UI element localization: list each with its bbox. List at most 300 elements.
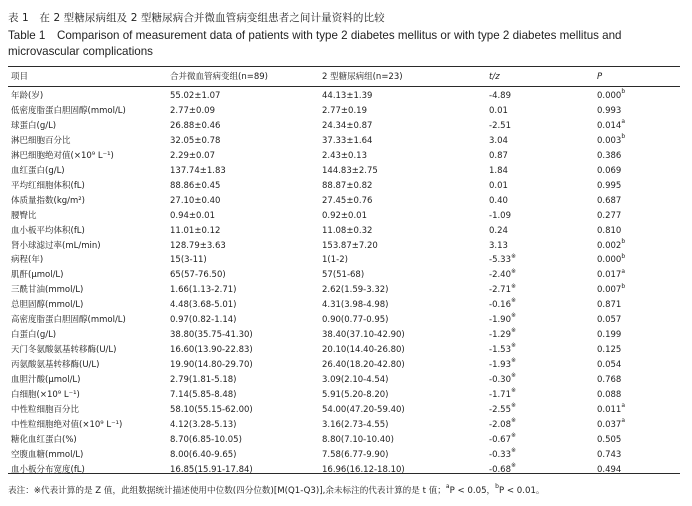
cell-group2	[322, 209, 367, 225]
cell-group1-value: 2.79(1.81-5.18)	[170, 375, 237, 386]
footnote-text-3: P < 0.01。	[498, 486, 545, 496]
cell-p-value: 0.037	[597, 419, 622, 430]
cell-group1	[170, 224, 220, 240]
cell-stat-superscript: ※	[511, 432, 517, 440]
cell-p-superscript: b	[621, 237, 626, 245]
cell-stat	[489, 239, 508, 255]
cell-group1	[170, 104, 215, 120]
cell-group1-value: 4.48(3.68-5.01)	[170, 300, 237, 311]
cell-stat	[489, 209, 511, 225]
cell-p-superscript: b	[621, 133, 626, 141]
cell-group1	[170, 328, 253, 344]
cell-p	[597, 253, 625, 269]
cell-group2	[322, 119, 372, 135]
cell-p	[597, 164, 621, 180]
cell-group2	[322, 164, 378, 180]
cell-group1	[170, 358, 253, 374]
cell-group2-value: 20.10(14.40-26.80)	[322, 345, 405, 356]
table-header	[0, 70, 692, 86]
cell-group1	[170, 134, 220, 150]
cell-p-value: 0.002	[597, 240, 622, 251]
cell-group2-value: 5.91(5.20-8.20)	[322, 390, 389, 400]
cell-group2	[322, 433, 394, 449]
cell-item	[11, 388, 80, 404]
cell-stat-superscript: ※	[511, 327, 517, 335]
cell-group1-value: 2.77±0.09	[170, 105, 215, 116]
cell-p-superscript: a	[621, 267, 626, 275]
cell-item	[11, 418, 122, 434]
cell-stat-value: -1.09	[489, 210, 511, 221]
cell-group1	[170, 313, 236, 329]
cell-item-value: 肌酐(μmol/L)	[11, 270, 64, 281]
cell-stat-superscript: ※	[511, 461, 517, 469]
cell-group1-value: 16.60(13.90-22.83)	[170, 345, 253, 356]
cell-item-value: 血胆汁酸(μmol/L)	[11, 375, 81, 386]
cell-p-superscript: b	[621, 282, 626, 290]
cell-item-value: 腰臀比	[11, 210, 37, 221]
cell-group2	[322, 149, 367, 165]
cell-item	[11, 463, 85, 479]
header-item: 项目	[11, 72, 29, 82]
cell-group1-value: 16.85(15.91-17.84)	[170, 464, 253, 475]
cell-item-value: 血红蛋白(g/L)	[11, 165, 65, 176]
table-row	[0, 164, 692, 180]
header-group1: 合并微血管病变组(n=89)	[170, 72, 268, 82]
cell-group1-value: 32.05±0.78	[170, 135, 221, 146]
cell-p	[597, 343, 621, 359]
cell-group2-value: 0.90(0.77-0.95)	[322, 315, 389, 326]
cell-item	[11, 134, 71, 150]
cell-group1-value: 65(57-76.50)	[170, 270, 226, 281]
cell-group2	[322, 343, 405, 359]
cell-group1	[170, 403, 253, 419]
cell-group2	[322, 283, 388, 299]
cell-group1-value: 128.79±3.63	[170, 240, 226, 251]
cell-stat-superscript: ※	[511, 297, 517, 305]
cell-group2	[322, 463, 405, 479]
cell-p-value: 0.069	[597, 165, 622, 176]
table-row	[0, 209, 692, 225]
cell-group1	[170, 253, 207, 269]
table-row	[0, 358, 692, 374]
cell-stat-value: 0.87	[489, 150, 508, 161]
table-row	[0, 239, 692, 255]
cell-group2	[322, 328, 405, 344]
cell-group2	[322, 268, 364, 284]
cell-stat-value: -2.51	[489, 120, 511, 131]
cell-stat-value: -4.89	[489, 91, 511, 101]
cell-p	[597, 134, 625, 150]
cell-item-value: 病程(年)	[11, 255, 44, 266]
cell-stat-value: -1.29	[489, 330, 511, 341]
table-row	[0, 388, 692, 404]
cell-stat-value: 0.01	[489, 105, 508, 116]
cell-p-value: 0.057	[597, 315, 622, 326]
cell-group1-value: 2.29±0.07	[170, 150, 215, 161]
header-stat: t/z	[489, 72, 500, 82]
cell-item	[11, 373, 80, 389]
table-bottom-rule	[8, 473, 680, 474]
cell-item-value: 低密度脂蛋白胆固醇(mmol/L)	[11, 105, 126, 116]
cell-item	[11, 313, 126, 329]
cell-item	[11, 149, 114, 165]
cell-p-value: 0.199	[597, 330, 622, 341]
cell-group1	[170, 418, 236, 434]
cell-group2	[322, 253, 348, 269]
table-row	[0, 268, 692, 284]
cell-stat-superscript: ※	[511, 267, 517, 275]
cell-group1	[170, 194, 220, 210]
cell-p	[597, 239, 625, 255]
cell-item-value: 血小板平均体积(fL)	[11, 225, 85, 236]
cell-stat-value: -0.68	[489, 464, 511, 475]
cell-p-superscript: b	[621, 252, 626, 260]
cell-p-value: 0.743	[597, 449, 622, 460]
table-row	[0, 313, 692, 329]
cell-p	[597, 448, 621, 464]
cell-stat-value: -0.67	[489, 434, 511, 445]
cell-item	[11, 119, 56, 135]
cell-stat-value: -2.71	[489, 285, 511, 296]
cell-group2-value: 27.45±0.76	[322, 195, 373, 206]
cell-group1-value: 1.66(1.13-2.71)	[170, 285, 237, 296]
cell-stat-value: -5.33	[489, 255, 511, 266]
cell-p	[597, 104, 621, 120]
cell-group1	[170, 343, 253, 359]
table-row	[0, 463, 692, 479]
cell-group2	[322, 373, 388, 389]
cell-item	[11, 253, 43, 269]
cell-group1-value: 38.80(35.75-41.30)	[170, 330, 253, 341]
cell-stat	[489, 268, 516, 284]
cell-stat	[489, 194, 508, 210]
cell-p-superscript: a	[621, 417, 626, 425]
cell-group1	[170, 164, 226, 180]
cell-group2-value: 16.96(16.12-18.10)	[322, 464, 405, 475]
cell-p-value: 0.687	[597, 195, 622, 206]
cell-group2	[322, 134, 372, 150]
cell-stat-value: 3.13	[489, 240, 508, 251]
cell-item	[11, 343, 116, 359]
cell-stat-value: -2.08	[489, 419, 511, 430]
cell-group1-value: 137.74±1.83	[170, 165, 226, 176]
cell-item	[11, 89, 43, 105]
cell-p	[597, 149, 621, 165]
cell-group1-value: 88.86±0.45	[170, 180, 221, 191]
table-row	[0, 283, 692, 299]
cell-p	[597, 179, 621, 195]
cell-group1-value: 4.12(3.28-5.13)	[170, 419, 237, 430]
cell-item-value: 高密度脂蛋白胆固醇(mmol/L)	[11, 315, 126, 326]
cell-p-value: 0.088	[597, 390, 622, 400]
cell-group2-value: 44.13±1.39	[322, 91, 373, 101]
cell-item	[11, 179, 85, 195]
cell-group2-value: 24.34±0.87	[322, 120, 373, 131]
cell-p	[597, 463, 621, 479]
cell-item-value: 中性粒细胞绝对值(×10⁹ L⁻¹)	[11, 419, 123, 430]
cell-item	[11, 298, 83, 314]
table-row	[0, 343, 692, 359]
cell-group1-value: 15(3-11)	[170, 255, 207, 266]
cell-group2	[322, 358, 405, 374]
cell-p	[597, 433, 621, 449]
cell-p-value: 0.000	[597, 255, 622, 266]
cell-stat-value: -0.33	[489, 449, 511, 460]
cell-stat-value: -1.90	[489, 315, 511, 326]
cell-item	[11, 209, 37, 225]
cell-group2-value: 88.87±0.82	[322, 180, 373, 191]
cell-stat	[489, 179, 508, 195]
footnote-sup-b: b	[495, 483, 499, 491]
table-row	[0, 328, 692, 344]
cell-group2-value: 2.43±0.13	[322, 150, 367, 161]
table-row	[0, 418, 692, 434]
cell-group1	[170, 463, 253, 479]
cell-item-value: 球蛋白(g/L)	[11, 120, 57, 131]
cell-p-value: 0.000	[597, 91, 622, 101]
cell-item-value: 白蛋白(g/L)	[11, 330, 57, 341]
cell-item-value: 淋巴细胞百分比	[11, 135, 71, 146]
cell-stat-superscript: ※	[511, 357, 517, 365]
cell-group1	[170, 119, 220, 135]
table-row	[0, 224, 692, 240]
cell-group2-value: 54.00(47.20-59.40)	[322, 404, 405, 415]
cell-group2-value: 37.33±1.64	[322, 135, 373, 146]
cell-group2	[322, 104, 367, 120]
cell-group2	[322, 298, 388, 314]
cell-p-value: 0.505	[597, 434, 622, 445]
cell-p-value: 0.003	[597, 135, 622, 146]
table-title-en: Table 1 Comparison of measurement data of patients with type 2 diabetes mellitus or with type 2 diabetes mellitus and microvascular complications	[8, 29, 622, 58]
cell-stat-value: 0.40	[489, 195, 508, 206]
table-row	[0, 194, 692, 210]
cell-item-value: 总胆固醇(mmol/L)	[11, 300, 84, 311]
cell-group2-value: 38.40(37.10-42.90)	[322, 330, 405, 341]
cell-group2	[322, 448, 388, 464]
cell-group2-value: 8.80(7.10-10.40)	[322, 434, 394, 445]
cell-item-value: 空腹血糖(mmol/L)	[11, 449, 84, 460]
cell-stat-value: -0.16	[489, 300, 511, 311]
table-top-rule	[8, 66, 680, 67]
cell-p-value: 0.810	[597, 225, 622, 236]
cell-stat-value: -0.30	[489, 375, 511, 386]
cell-group2-value: 3.16(2.73-4.55)	[322, 419, 389, 430]
cell-group2	[322, 179, 372, 195]
cell-item-value: 血小板分布宽度(fL)	[11, 464, 85, 475]
cell-group2-value: 2.62(1.59-3.32)	[322, 285, 389, 296]
cell-p-value: 0.768	[597, 375, 622, 386]
cell-group1	[170, 239, 226, 255]
cell-stat	[489, 89, 511, 105]
cell-stat-value: 0.01	[489, 180, 508, 191]
cell-group1	[170, 209, 215, 225]
cell-group1-value: 0.94±0.01	[170, 210, 215, 221]
cell-item-value: 白细胞(×10⁹ L⁻¹)	[11, 390, 80, 400]
header-p: P	[597, 72, 603, 82]
table-row	[0, 179, 692, 195]
cell-p-value: 0.054	[597, 360, 622, 371]
cell-p-superscript: b	[621, 88, 626, 96]
cell-group2-value: 7.58(6.77-9.90)	[322, 449, 389, 460]
table-footnote	[8, 484, 545, 496]
cell-stat	[489, 119, 511, 135]
cell-group2	[322, 224, 372, 240]
cell-group1-value: 26.88±0.46	[170, 120, 221, 131]
cell-item	[11, 164, 65, 180]
cell-item-value: 体质量指数(kg/m²)	[11, 195, 86, 206]
cell-p	[597, 328, 621, 344]
cell-group1-value: 8.00(6.40-9.65)	[170, 449, 237, 460]
cell-group1-value: 58.10(55.15-62.00)	[170, 404, 253, 415]
table-header-rule	[8, 86, 680, 87]
cell-group2	[322, 313, 388, 329]
table-row	[0, 119, 692, 135]
cell-stat-superscript: ※	[511, 402, 517, 410]
cell-stat	[489, 253, 516, 269]
table-row	[0, 298, 692, 314]
cell-p-value: 0.011	[597, 404, 622, 415]
cell-p	[597, 313, 621, 329]
table-row	[0, 433, 692, 449]
cell-group1	[170, 448, 236, 464]
cell-stat-superscript: ※	[511, 252, 517, 260]
cell-p	[597, 358, 621, 374]
cell-group2-value: 4.31(3.98-4.98)	[322, 300, 389, 311]
cell-stat-value: -2.40	[489, 270, 511, 281]
cell-stat-value: 0.24	[489, 225, 508, 236]
cell-stat	[489, 164, 508, 180]
cell-p-value: 0.017	[597, 270, 622, 281]
cell-group2	[322, 388, 388, 404]
cell-stat-value: -1.71	[489, 390, 511, 400]
table-row	[0, 403, 692, 419]
cell-group1-value: 0.97(0.82-1.14)	[170, 315, 237, 326]
cell-p-value: 0.007	[597, 285, 622, 296]
cell-p-value: 0.014	[597, 120, 622, 131]
cell-group2-value: 144.83±2.75	[322, 165, 378, 176]
cell-item	[11, 194, 85, 210]
cell-stat-value: 1.84	[489, 165, 508, 176]
cell-item-value: 天门冬氨酸氨基转移酶(U/L)	[11, 345, 117, 356]
cell-stat	[489, 149, 508, 165]
cell-group1-value: 7.14(5.85-8.48)	[170, 390, 237, 400]
table-row	[0, 89, 692, 105]
cell-p	[597, 418, 625, 434]
cell-p	[597, 298, 621, 314]
cell-item-value: 年龄(岁)	[11, 91, 44, 101]
table-row	[0, 448, 692, 464]
cell-group1-value: 8.70(6.85-10.05)	[170, 434, 242, 445]
cell-item	[11, 104, 126, 120]
cell-p	[597, 283, 625, 299]
cell-item	[11, 358, 99, 374]
cell-stat	[489, 224, 508, 240]
cell-p-value: 0.125	[597, 345, 622, 356]
cell-stat-superscript: ※	[511, 387, 517, 395]
cell-p	[597, 373, 621, 389]
cell-group2	[322, 239, 378, 255]
cell-stat-superscript: ※	[511, 446, 517, 454]
cell-stat-value: -2.55	[489, 404, 511, 415]
cell-group2	[322, 89, 372, 105]
cell-group1	[170, 268, 226, 284]
cell-stat	[489, 463, 516, 479]
cell-group1	[170, 283, 236, 299]
cell-stat-value: -1.93	[489, 360, 511, 371]
cell-stat-superscript: ※	[511, 312, 517, 320]
cell-item-value: 三酰甘油(mmol/L)	[11, 285, 84, 296]
cell-group2-value: 57(51-68)	[322, 270, 365, 281]
cell-p-value: 0.386	[597, 150, 622, 161]
cell-group1	[170, 89, 220, 105]
cell-group2-value: 11.08±0.32	[322, 225, 373, 236]
cell-item-value: 肾小球滤过率(mL/min)	[11, 240, 101, 251]
cell-stat-value: 3.04	[489, 135, 508, 146]
header-group2: 2 型糖尿病组(n=23)	[322, 72, 403, 82]
cell-p	[597, 209, 621, 225]
cell-p-value: 0.995	[597, 180, 622, 191]
cell-item	[11, 239, 101, 255]
cell-item	[11, 433, 77, 449]
cell-p	[597, 388, 621, 404]
table-row	[0, 373, 692, 389]
cell-group2-value: 1(1-2)	[322, 255, 348, 266]
cell-group1	[170, 373, 236, 389]
cell-stat	[489, 104, 508, 120]
cell-p-value: 0.993	[597, 105, 622, 116]
table-row	[0, 253, 692, 269]
cell-p-value: 0.277	[597, 210, 622, 221]
cell-group2-value: 153.87±7.20	[322, 240, 378, 251]
cell-group1	[170, 433, 242, 449]
cell-group1	[170, 298, 236, 314]
cell-item	[11, 448, 83, 464]
cell-group1-value: 19.90(14.80-29.70)	[170, 360, 253, 371]
cell-item-value: 丙氨酸氨基转移酶(U/L)	[11, 360, 100, 371]
cell-p	[597, 268, 625, 284]
cell-item	[11, 268, 63, 284]
cell-group1	[170, 149, 215, 165]
table-row	[0, 149, 692, 165]
cell-item	[11, 224, 85, 240]
cell-item-value: 糖化血红蛋白(%)	[11, 434, 77, 445]
cell-group2-value: 3.09(2.10-4.54)	[322, 375, 389, 386]
cell-group1	[170, 388, 236, 404]
cell-group1	[170, 179, 220, 195]
cell-p-superscript: a	[621, 118, 626, 126]
cell-p-superscript: a	[621, 402, 626, 410]
cell-item	[11, 403, 79, 419]
cell-p	[597, 194, 621, 210]
cell-item-value: 平均红细胞体积(fL)	[11, 180, 85, 191]
cell-stat-superscript: ※	[511, 342, 517, 350]
table-row	[0, 104, 692, 120]
cell-group2	[322, 418, 388, 434]
footnote-text-2: P < 0.05，	[449, 486, 496, 496]
cell-stat	[489, 134, 508, 150]
cell-group2-value: 2.77±0.19	[322, 105, 367, 116]
cell-group2	[322, 194, 372, 210]
cell-item	[11, 283, 83, 299]
cell-item-value: 中性粒细胞百分比	[11, 404, 80, 415]
cell-group1-value: 11.01±0.12	[170, 225, 221, 236]
cell-p-value: 0.494	[597, 464, 622, 475]
cell-group2-value: 26.40(18.20-42.80)	[322, 360, 405, 371]
cell-stat-superscript: ※	[511, 282, 517, 290]
cell-stat-value: -1.53	[489, 345, 511, 356]
footnote-text-1: 表注：※代表计算的是 Z 值，此组数据统计描述使用中位数(四分位数)[M(Q1-Q3)],余未标注的代表计算的是 t 值；	[8, 486, 446, 496]
footnote-sup-a: a	[445, 483, 450, 491]
